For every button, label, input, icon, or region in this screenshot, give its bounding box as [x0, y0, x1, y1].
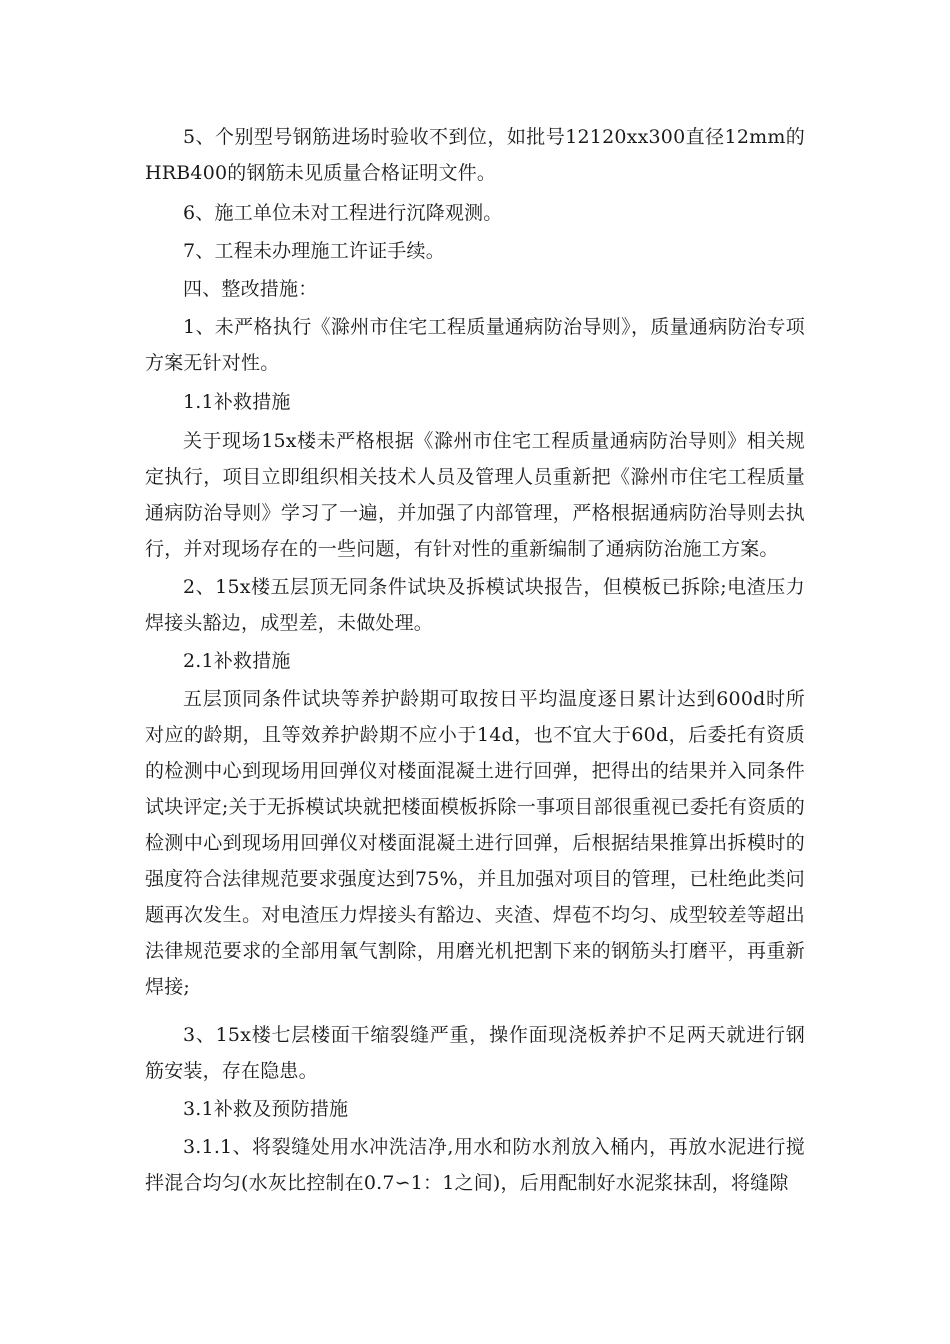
paragraph-item-7: 7、工程未办理施工许证手续。 — [183, 240, 445, 262]
paragraph-remedy-3-1-1: 3.1.1、将裂缝处用水冲洗洁净,用水和防水剂放入桶内，再放水泥进行搅拌混合均匀(水灰比控制在0.7∽1：1之间)，后用配制好水泥浆抹刮，将缝隙 — [145, 1136, 805, 1194]
paragraph-measure-2: 2、15x楼五层顶无同条件试块及拆模试块报告，但模板已拆除;电渣压力焊接头豁边，成型差，未做处理。 — [145, 576, 805, 634]
paragraph-remedy-2-1: 五层顶同条件试块等养护龄期可取按日平均温度逐日累计达到600d时所对应的龄期，且等效养护龄期不应小于14d，也不宜大于60d，后委托有资质的检测中心到现场用回弹仪对楼面混凝土进行回弹，把得出的结果并入同条件试块评定;关于无拆模试块就把楼面模板拆除一事项目部很重视已委托有资质的检测中心到现场用回弹仪对楼面混凝土进行回弹，后根据结果推算出拆模时的强度符合法律规范要求强度达到75%，并且加强对项目的管理，已杜绝此类问题再次发生。对电渣压力焊接头有豁边、夹渣、焊苞不均匀、成型较差等超出法律规范要求的全部用氧气割除，用磨光机把割下来的钢筋头打磨平，再重新焊接; — [145, 688, 805, 998]
section-heading-rectification: 四、整改措施： — [183, 278, 318, 300]
paragraph-item-5: 5、个别型号钢筋进场时验收不到位，如批号12120xx300直径12mm的HRB400的钢筋未见质量合格证明文件。 — [145, 126, 805, 184]
paragraph-measure-3: 3、15x楼七层楼面干缩裂缝严重，操作面现浇板养护不足两天就进行钢筋安装，存在隐患。 — [145, 1024, 805, 1082]
paragraph-measure-1: 1、未严格执行《滁州市住宅工程质量通病防治导则》，质量通病防治专项方案无针对性。 — [145, 316, 805, 374]
subheading-1-1: 1.1补救措施 — [183, 391, 291, 413]
subheading-2-1: 2.1补救措施 — [183, 650, 291, 672]
subheading-3-1: 3.1补救及预防措施 — [183, 1098, 349, 1120]
paragraph-remedy-1-1: 关于现场15x楼未严格根据《滁州市住宅工程质量通病防治导则》相关规定执行，项目立即组织相关技术人员及管理人员重新把《滁州市住宅工程质量通病防治导则》学习了一遍，并加强了内部管理，严格根据通病防治导则去执行，并对现场存在的一些问题，有针对性的重新编制了通病防治施工方案。 — [145, 430, 805, 560]
paragraph-item-6: 6、施工单位未对工程进行沉降观测。 — [183, 202, 503, 224]
